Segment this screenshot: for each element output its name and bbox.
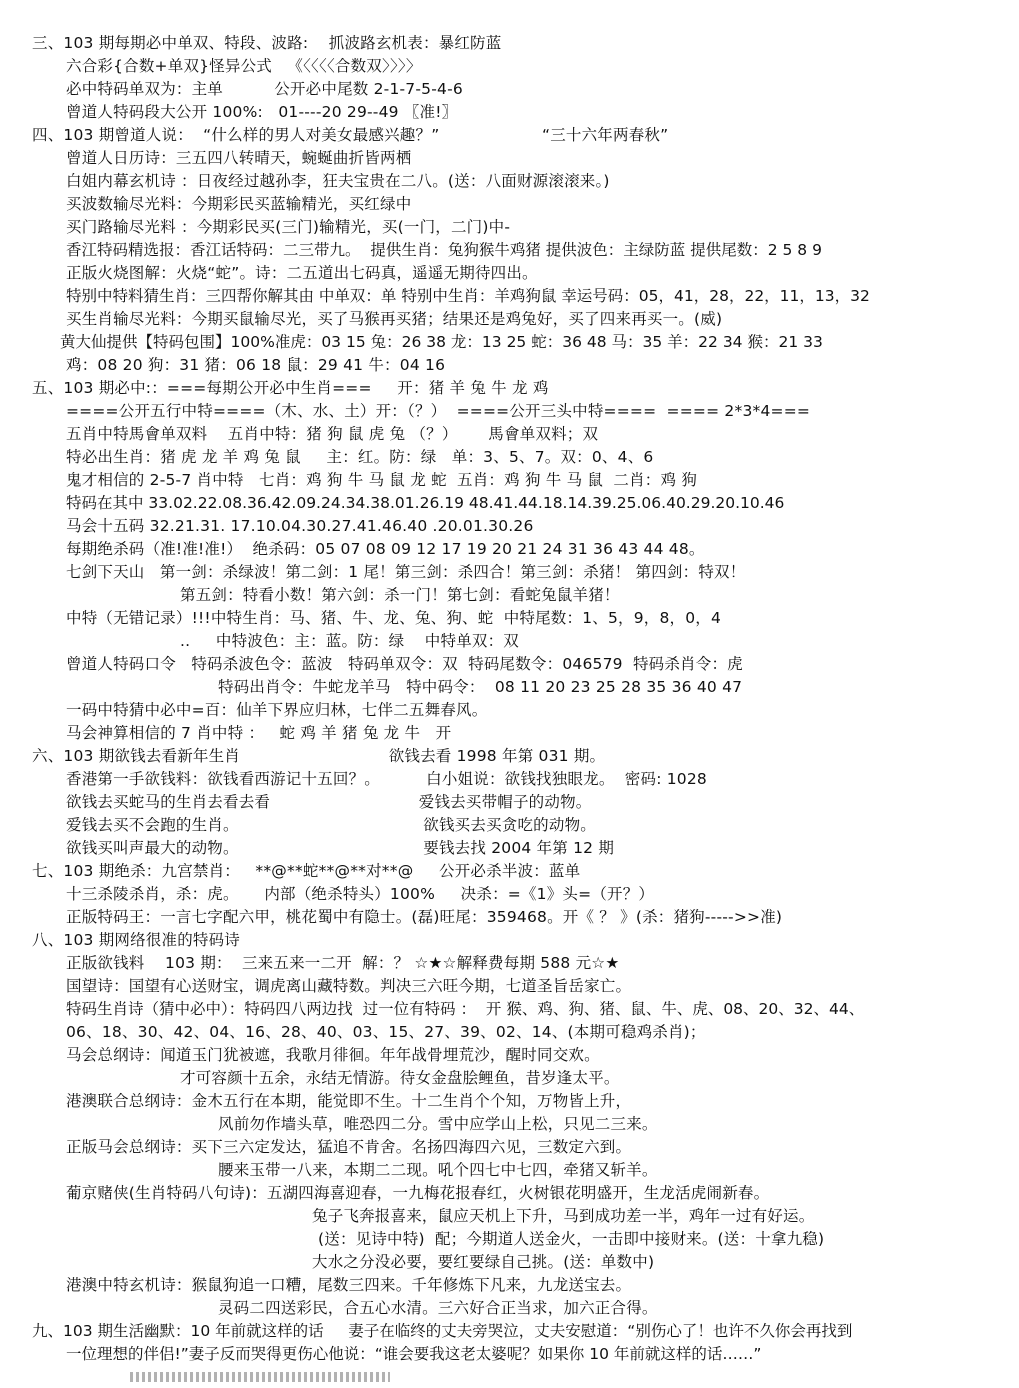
text-line: 正版特码王：一言七字配六甲，桃花蜀中有隐士。(磊)旺尾：359468。开《 ？ 》(杀：猪狗----->>准) (66, 908, 783, 926)
text-line: 白姐内幕玄机诗 ：日夜经过越孙李，狂夫宝贵在二八。(送：八面财源滚滚来。) (66, 172, 610, 190)
text-line: ====公开五行中特====（木、水、土）开：（？） ====公开三头中特==== ==== 2*3*4=== (66, 402, 811, 420)
text-line: 香港第一手欲钱料：欲钱看西游记十五回？。 白小姐说：欲钱找独眼龙。 密码: 1028 (66, 770, 707, 788)
text-line: 国望诗：国望有心送财宝，调虎离山藏特数。判决三六旺今期，七道圣旨岳家亡。 (66, 977, 632, 995)
text-line: 灵码二四送彩民，合五心水清。三六好合正当求，加六正合得。 (218, 1299, 658, 1317)
text-line: 必中特码单双为：主单 公开必中尾数 2-1-7-5-4-6 (66, 80, 463, 98)
text-line: (送：见诗中特) 配；今期道人送金火，一击即中接财来。(送：十拿九稳) (318, 1230, 825, 1248)
text-line: 买生肖输尽光料：今期买鼠输尽光，买了马猴再买猪；结果还是鸡兔好，买了四来再买一。(威) (66, 310, 723, 328)
text-line: 第五剑：特看小数！第六剑：杀一门！第七剑：看蛇兔鼠羊猪！ (180, 586, 620, 604)
text-line: 才可容颜十五余，永结无情游。待女金盘脍鲤鱼，昔岁逢太平。 (180, 1069, 620, 1087)
text-line: 欲钱去买蛇马的生肖去看去看 爱钱去买带帽子的动物。 (66, 793, 592, 811)
text-line: 腰来玉带一八来，本期二二现。吼个四七中七四，牵猪又斩羊。 (218, 1161, 658, 1179)
text-line: 葡京赌侠(生肖特码八句诗)：五湖四海喜迎春，一九梅花报春红，火树银花明盛开，生龙活虎闹新春。 (66, 1184, 770, 1202)
text-line: 欲钱买叫声最大的动物。 要钱去找 2004 年第 12 期 (66, 839, 615, 857)
text-line: 特别中特料猜生肖：三四帮你解其由 中单双：单 特别中生肖：羊鸡狗鼠 幸运号码：05，41，28，22，11，13，32 (66, 287, 870, 305)
text-line: 正版火烧图解：火烧“蛇”。诗：二五道出七码真，遥遥无期待四出。 (66, 264, 538, 282)
section-3-heading: 三、103 期每期必中单双、特段、波路: 抓波路玄机表：暴红防蓝 (32, 34, 502, 52)
text-line: .. 中特波色：主：蓝。防：绿 中特单双：双 (180, 632, 519, 650)
scan-artifact (130, 1372, 390, 1382)
text-line: 兔子飞奔报喜来，鼠应天机上下升，马到成功差一半，鸡年一过有好运。 (312, 1207, 815, 1225)
section-7-heading: 七、103 期绝杀：九宫禁肖： **@**蛇**@**对**@ 公开必杀半波：蓝单 (32, 862, 581, 880)
text-line: 六合彩{合数+单双}怪异公式 《〈〈〈〈合数双〉〉〉〉 (66, 57, 422, 75)
text-line: 鸡：08 20 狗：31 猪：06 18 鼠：29 41 牛：04 16 (66, 356, 446, 374)
text-line: 正版马会总纲诗：买下三六定发达，猛追不肯舍。名扬四海四六见，三数定六到。 (66, 1138, 632, 1156)
text-line: 五肖中特馬會单双料 五肖中特：猪 狗 鼠 虎 兔 （？） 馬會单双料；双 (66, 425, 599, 443)
section-6-heading: 六、103 期欲钱去看新年生肖 欲钱去看 1998 年第 031 期。 (32, 747, 606, 765)
text-line: 每期绝杀码（准!准!准!） 绝杀码：05 07 08 09 12 17 19 20 21 24 31 36 43 44 48。 (66, 540, 705, 558)
section-4-heading: 四、103 期曾道人说： “什么样的男人对美女最感兴趣？” “三十六年两春秋” (32, 126, 669, 144)
text-line: 大水之分没必要，要红要绿自己挑。(送：单数中) (312, 1253, 655, 1271)
section-8-heading: 八、103 期网络很准的特码诗 (32, 931, 241, 949)
text-line: 曾道人日历诗：三五四八转晴天，蜿蜒曲折皆两栖 (66, 149, 412, 167)
text-line: 港澳联合总纲诗：金木五行在本期，能觉即不生。十二生肖个个知，万物皆上升， (66, 1092, 632, 1110)
text-line: 十三杀陵杀肖，杀：虎。 内部（绝杀特头）100% 决杀：=《1》头=（开？） (66, 885, 655, 903)
text-line: 马会神算相信的 7 肖中特 ： 蛇 鸡 羊 猪 兔 龙 牛 开 (66, 724, 452, 742)
section-9-heading: 九、103 期生活幽默：10 年前就这样的话 妻子在临终的丈夫旁哭泣，丈夫安慰道：“别伤心了！也许不久你会再找到 (32, 1322, 853, 1340)
text-line: 风前勿作墙头草，唯恐四二分。雪中应学山上松，只见二三来。 (218, 1115, 658, 1133)
text-line: 曾道人特码段大公开 100%: 01----20 29--49 〖准!〗 (66, 103, 458, 121)
text-line: 中特（无错记录）!!!中特生肖：马、猪、牛、龙、兔、狗、蛇 中特尾数：1、5，9，8，0，4 (66, 609, 722, 627)
text-line: 马会总纲诗：闻道玉门犹被遮，我歌月徘徊。年年战骨埋荒沙，醒时同交欢。 (66, 1046, 600, 1064)
section-5-heading: 五、103 期必中:：===每期公开必中生肖=== 开：猪 羊 兔 牛 龙 鸡 (32, 379, 549, 397)
text-line: 06、18、30、42、04、16、28、40、03、15、27、39、02、14、(本期可稳鸡杀肖)； (66, 1023, 706, 1041)
text-line: 一码中特猜中必中=百：仙羊下界应归林，七伴二五舞春风。 (66, 701, 488, 719)
text-line: 黄大仙提供【特码包围】100%准虎：03 15 兔：26 38 龙：13 25 蛇：36 48 马：35 羊：22 34 猴：21 33 (60, 333, 823, 351)
text-line: 买门路输尽光料 ：今期彩民买(三门)输精光，买(一门，二门)中- (66, 218, 511, 236)
text-line: 特码在其中 33.02.22.08.36.42.09.24.34.38.01.26.19 48.41.44.18.14.39.25.06.40.29.20.10.46 (66, 494, 785, 512)
text-line: 正版欲钱料 103 期： 三来五来一二开 解：？ ☆★☆解释费每期 588 元☆★ (66, 954, 620, 972)
text-line: 曾道人特码口令 特码杀波色令：蓝波 特码单双令：双 特码尾数令：046579 特码杀肖令：虎 (66, 655, 743, 673)
text-line: 特必出生肖：猪 虎 龙 羊 鸡 兔 鼠 主：红。防：绿 单：3、5、7。双：0、4、6 (66, 448, 654, 466)
text-line: 七剑下天山 第一剑：杀绿波！第二剑：1 尾！第三剑：杀四合！第三剑：杀猪！ 第四剑：特双！ (66, 563, 746, 581)
text-line: 马会十五码 32.21.31. 17.10.04.30.27.41.46.40 .20.01.30.26 (66, 517, 534, 535)
text-line: 特码出肖令：牛蛇龙羊马 特中码令： 08 11 20 23 25 28 35 36 40 47 (218, 678, 743, 696)
text-line: 香江特码精选报：香江话特码：二三带九。 提供生肖：兔狗猴牛鸡猪 提供波色：主绿防蓝 提供尾数：2 5 8 9 (66, 241, 822, 259)
text-line: 特码生肖诗（猜中必中）：特码四八两边找 过一位有特码 ： 开 猴、鸡、狗、猪、鼠、牛、虎、08、20、32、44、 (66, 1000, 865, 1018)
text-line: 鬼才相信的 2-5-7 肖中特 七肖：鸡 狗 牛 马 鼠 龙 蛇 五肖：鸡 狗 牛 马 鼠 二肖：鸡 狗 (66, 471, 698, 489)
text-line: 买波数输尽光料：今期彩民买蓝输精光，买红绿中 (66, 195, 412, 213)
text-line: 一位理想的伴侣!”妻子反而哭得更伤心他说：“谁会要我这老太婆呢？如果你 10 年前就这样的话……” (66, 1345, 762, 1363)
text-line: 港澳中特玄机诗：猴鼠狗追一口糟，尾数三四来。千年修炼下凡来，九龙送宝去。 (66, 1276, 632, 1294)
text-line: 爱钱去买不会跑的生肖。 欲钱买去买贪吃的动物。 (66, 816, 596, 834)
